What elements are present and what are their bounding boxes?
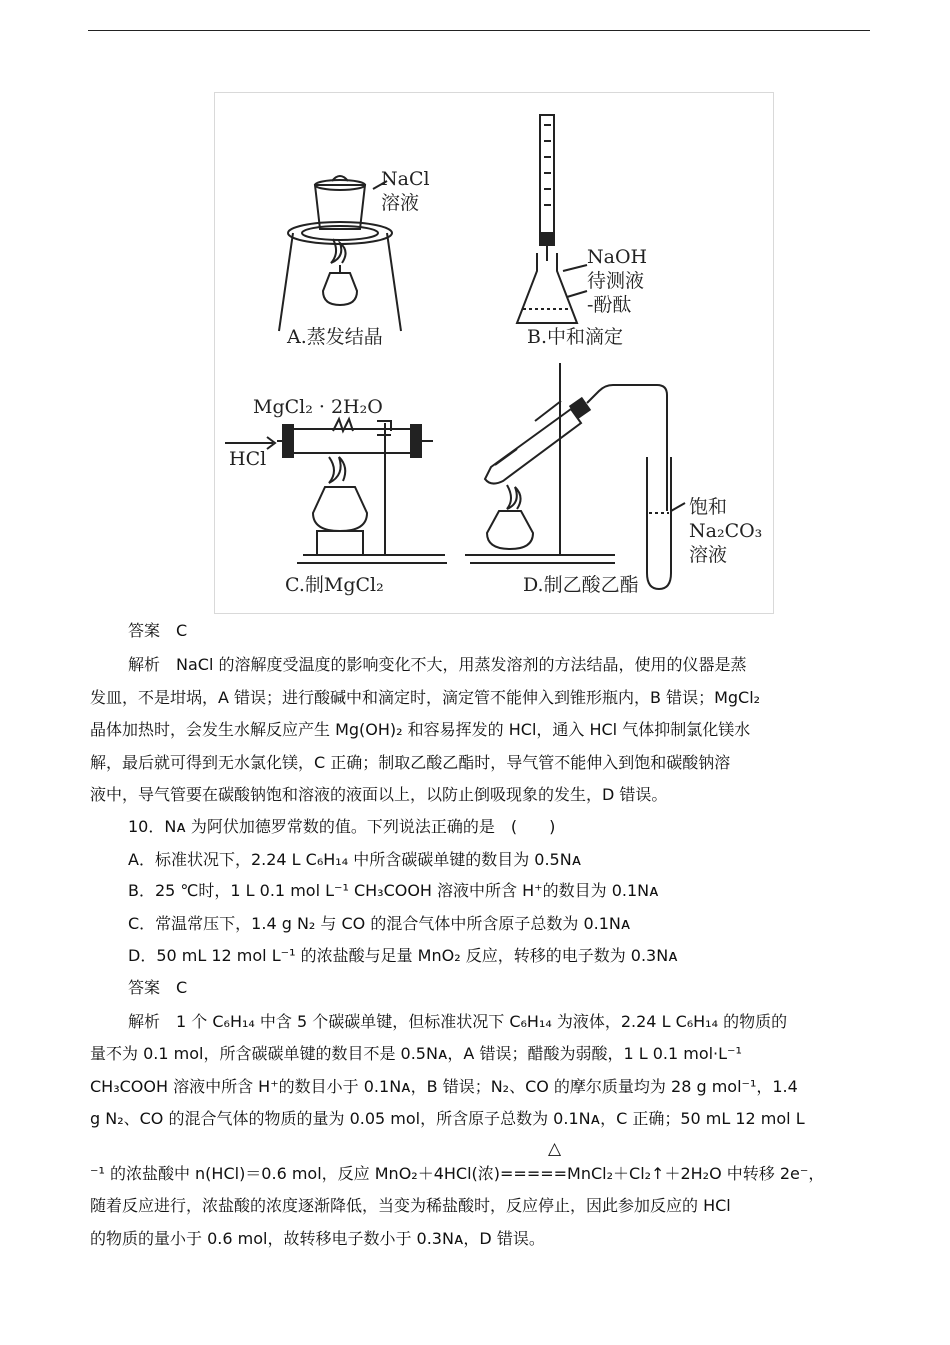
analysis-10-line-5: ⁻¹ 的浓盐酸中 n(HCl)＝0.6 mol，反应 MnO₂＋4HCl(浓)=====MnCl₂＋Cl₂↑＋2H₂O 中转移 2e⁻， (90, 1164, 825, 1183)
mgcl2-apparatus (225, 419, 447, 563)
analysis-9-line-4: 解，最后就可得到无水氯化镁，C 正确；制取乙酸乙酯时，导气管不能伸入到饱和碳酸钠溶 (90, 753, 731, 772)
label-d-reagent3: 溶液 (689, 544, 728, 566)
analysis-10-line-6: 随着反应进行，浓盐酸的浓度逐渐降低，当变为稀盐酸时，反应停止，因此参加反应的 HCl (90, 1196, 731, 1215)
label-b-reagent3: -酚酞 (587, 294, 632, 316)
label-c-compound: MgCl₂ · 2H₂O (253, 396, 383, 418)
answer-10: 答案 C (128, 978, 188, 997)
analysis-10-line-4: g N₂、CO 的混合气体的物质的量为 0.05 mol，所含原子总数为 0.1Nᴀ，C 正确；50 mL 12 mol L (90, 1109, 805, 1128)
label-a-reagent2: 溶液 (381, 192, 420, 214)
analysis-10-line-3: CH₃COOH 溶液中所含 H⁺的数目小于 0.1Nᴀ，B 错误；N₂、CO 的摩尔质量均为 28 g mol⁻¹，1.4 (90, 1077, 798, 1096)
header-rule (88, 30, 870, 31)
analysis-9-line-2: 发皿，不是坩埚，A 错误；进行酸碱中和滴定时，滴定管不能伸入到锥形瓶内，B 错误；MgCl₂ (90, 688, 761, 707)
apparatus-figure (214, 92, 774, 614)
option-d: D．50 mL 12 mol L⁻¹ 的浓盐酸与足量 MnO₂ 反应，转移的电子数为 0.3Nᴀ (128, 946, 678, 965)
analysis-9-line-1: 解析 NaCl 的溶解度受温度的影响变化不大，用蒸发溶剂的方法结晶，使用的仪器是蒸 (128, 655, 747, 674)
titration-apparatus (517, 115, 587, 323)
label-c-gas: HCl (229, 448, 267, 470)
analysis-10-line-7: 的物质的量小于 0.6 mol，故转移电子数小于 0.3Nᴀ，D 错误。 (90, 1229, 545, 1248)
label-b-reagent1: NaOH (587, 246, 648, 268)
label-a-reagent1: NaCl (381, 168, 430, 190)
question-10: 10．Nᴀ 为阿伏加德罗常数的值。下列说法正确的是 ( ) (128, 817, 556, 836)
caption-c: C.制MgCl₂ (285, 574, 384, 596)
analysis-10-line-1: 解析 1 个 C₆H₁₄ 中含 5 个碳碳单键，但标准状况下 C₆H₁₄ 为液体，2.24 L C₆H₁₄ 的物质的 (128, 1012, 788, 1031)
apparatus-diagram (215, 93, 773, 613)
label-d-reagent1: 饱和 (689, 496, 728, 518)
analysis-10-line-2: 量不为 0.1 mol，所含碳碳单键的数目不是 0.5Nᴀ，A 错误；醋酸为弱酸，1 L 0.1 mol·L⁻¹ (90, 1044, 742, 1063)
option-b: B．25 ℃时，1 L 0.1 mol L⁻¹ CH₃COOH 溶液中所含 H⁺的数目为 0.1Nᴀ (128, 881, 659, 900)
caption-b: B.中和滴定 (527, 326, 624, 348)
caption-d: D.制乙酸乙酯 (523, 574, 639, 596)
analysis-9-line-5: 液中，导气管要在碳酸钠饱和溶液的液面以上，以防止倒吸现象的发生，D 错误。 (90, 785, 668, 804)
answer-9: 答案 C (128, 621, 188, 640)
label-b-reagent2: 待测液 (587, 270, 645, 292)
option-a: A．标准状况下，2.24 L C₆H₁₄ 中所含碳碳单键的数目为 0.5Nᴀ (128, 850, 582, 869)
option-c: C．常温常压下，1.4 g N₂ 与 CO 的混合气体中所含原子总数为 0.1Nᴀ (128, 914, 631, 933)
caption-a: A.蒸发结晶 (287, 326, 383, 348)
analysis-9-line-3: 晶体加热时，会发生水解反应产生 Mg(OH)₂ 和容易挥发的 HCl，通入 HCl 气体抑制氯化镁水 (90, 720, 751, 739)
heat-symbol: △ (548, 1139, 562, 1159)
label-d-reagent2: Na₂CO₃ (689, 520, 763, 542)
ester-apparatus (465, 363, 685, 589)
